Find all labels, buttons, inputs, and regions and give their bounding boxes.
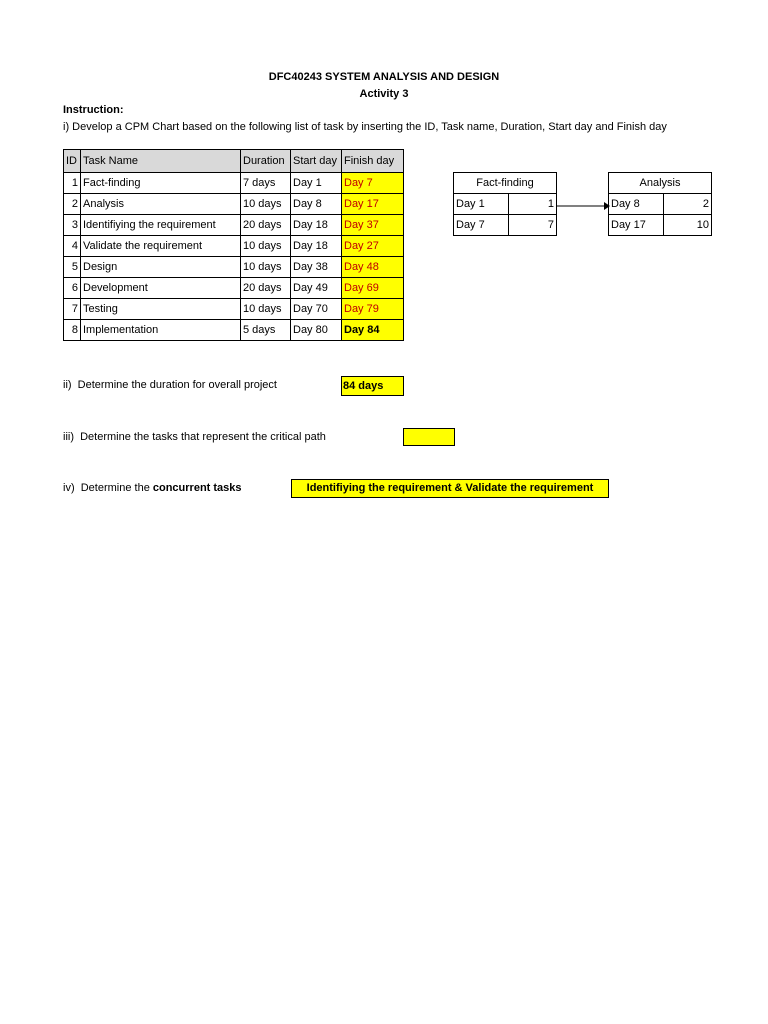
cell-start-day: Day 18 — [291, 236, 342, 257]
cell-duration: 10 days — [241, 236, 291, 257]
answer-4: Identifiying the requirement & Validate the requirement — [291, 479, 609, 498]
cell-start-day: Day 38 — [291, 257, 342, 278]
node-id: 1 — [509, 194, 557, 215]
instruction-label: Instruction: — [63, 104, 124, 116]
cell-finish-day: Day 69 — [342, 278, 404, 299]
cell-start-day: Day 18 — [291, 215, 342, 236]
document-title: DFC40243 SYSTEM ANALYSIS AND DESIGN — [268, 71, 500, 83]
table-row — [64, 236, 404, 257]
cell-task-name: Analysis — [81, 194, 241, 215]
table-row — [64, 173, 404, 194]
node-duration: 10 — [664, 215, 712, 236]
node-title: Fact-finding — [454, 173, 557, 194]
table-row — [64, 215, 404, 236]
cell-task-name: Identifiying the requirement — [81, 215, 241, 236]
cpm-node-fact-finding — [453, 172, 557, 236]
col-header-task-name: Task Name — [81, 150, 241, 173]
cell-id: 6 — [64, 278, 81, 299]
table-row — [64, 257, 404, 278]
cell-finish-day: Day 27 — [342, 236, 404, 257]
col-header-id: ID — [64, 150, 81, 173]
cell-id: 8 — [64, 320, 81, 341]
cell-task-name: Development — [81, 278, 241, 299]
cell-id: 4 — [64, 236, 81, 257]
question-4 — [63, 482, 242, 494]
cell-duration: 10 days — [241, 257, 291, 278]
cell-finish-day: Day 48 — [342, 257, 404, 278]
cell-duration: 20 days — [241, 278, 291, 299]
cell-id: 7 — [64, 299, 81, 320]
instruction-item-1: i) Develop a CPM Chart based on the following list of task by inserting the ID, Task name, Duration, Start day and Finish day — [63, 121, 667, 133]
cell-finish-day: Day 17 — [342, 194, 404, 215]
cell-task-name: Implementation — [81, 320, 241, 341]
cell-finish-day: Day 37 — [342, 215, 404, 236]
cell-duration: 5 days — [241, 320, 291, 341]
table-row — [64, 320, 404, 341]
cell-task-name: Fact-finding — [81, 173, 241, 194]
cell-id: 2 — [64, 194, 81, 215]
activity-title: Activity 3 — [359, 88, 409, 100]
node-id: 2 — [664, 194, 712, 215]
cell-id: 1 — [64, 173, 81, 194]
cell-start-day: Day 1 — [291, 173, 342, 194]
answer-3 — [403, 428, 455, 446]
node-finish: Day 7 — [454, 215, 509, 236]
answer-2: 84 days — [341, 376, 404, 396]
node-start: Day 8 — [609, 194, 664, 215]
question-2: ii) Determine the duration for overall project — [63, 379, 277, 391]
task-table — [63, 149, 404, 341]
question-4-bold: concurrent tasks — [152, 482, 242, 494]
cell-task-name: Validate the requirement — [81, 236, 241, 257]
question-4-prefix: iv) Determine the — [63, 482, 153, 494]
cell-duration: 10 days — [241, 194, 291, 215]
cell-finish-day: Day 84 — [342, 320, 404, 341]
cell-start-day: Day 49 — [291, 278, 342, 299]
node-finish: Day 17 — [609, 215, 664, 236]
cell-duration: 10 days — [241, 299, 291, 320]
cell-id: 3 — [64, 215, 81, 236]
col-header-duration: Duration — [241, 150, 291, 173]
cell-id: 5 — [64, 257, 81, 278]
question-3: iii) Determine the tasks that represent the critical path — [63, 431, 326, 443]
cell-task-name: Design — [81, 257, 241, 278]
node-title: Analysis — [609, 173, 712, 194]
cell-start-day: Day 8 — [291, 194, 342, 215]
node-start: Day 1 — [454, 194, 509, 215]
table-row — [64, 278, 404, 299]
cell-finish-day: Day 79 — [342, 299, 404, 320]
cell-duration: 20 days — [241, 215, 291, 236]
cpm-node-analysis — [608, 172, 712, 236]
cell-start-day: Day 80 — [291, 320, 342, 341]
cell-duration: 7 days — [241, 173, 291, 194]
col-header-start-day: Start day — [291, 150, 342, 173]
node-duration: 7 — [509, 215, 557, 236]
cell-task-name: Testing — [81, 299, 241, 320]
table-row — [64, 299, 404, 320]
cell-finish-day: Day 7 — [342, 173, 404, 194]
cpm-arrow — [556, 200, 610, 212]
table-header-row — [64, 150, 404, 173]
table-row — [64, 194, 404, 215]
col-header-finish-day: Finish day — [342, 150, 404, 173]
cell-start-day: Day 70 — [291, 299, 342, 320]
